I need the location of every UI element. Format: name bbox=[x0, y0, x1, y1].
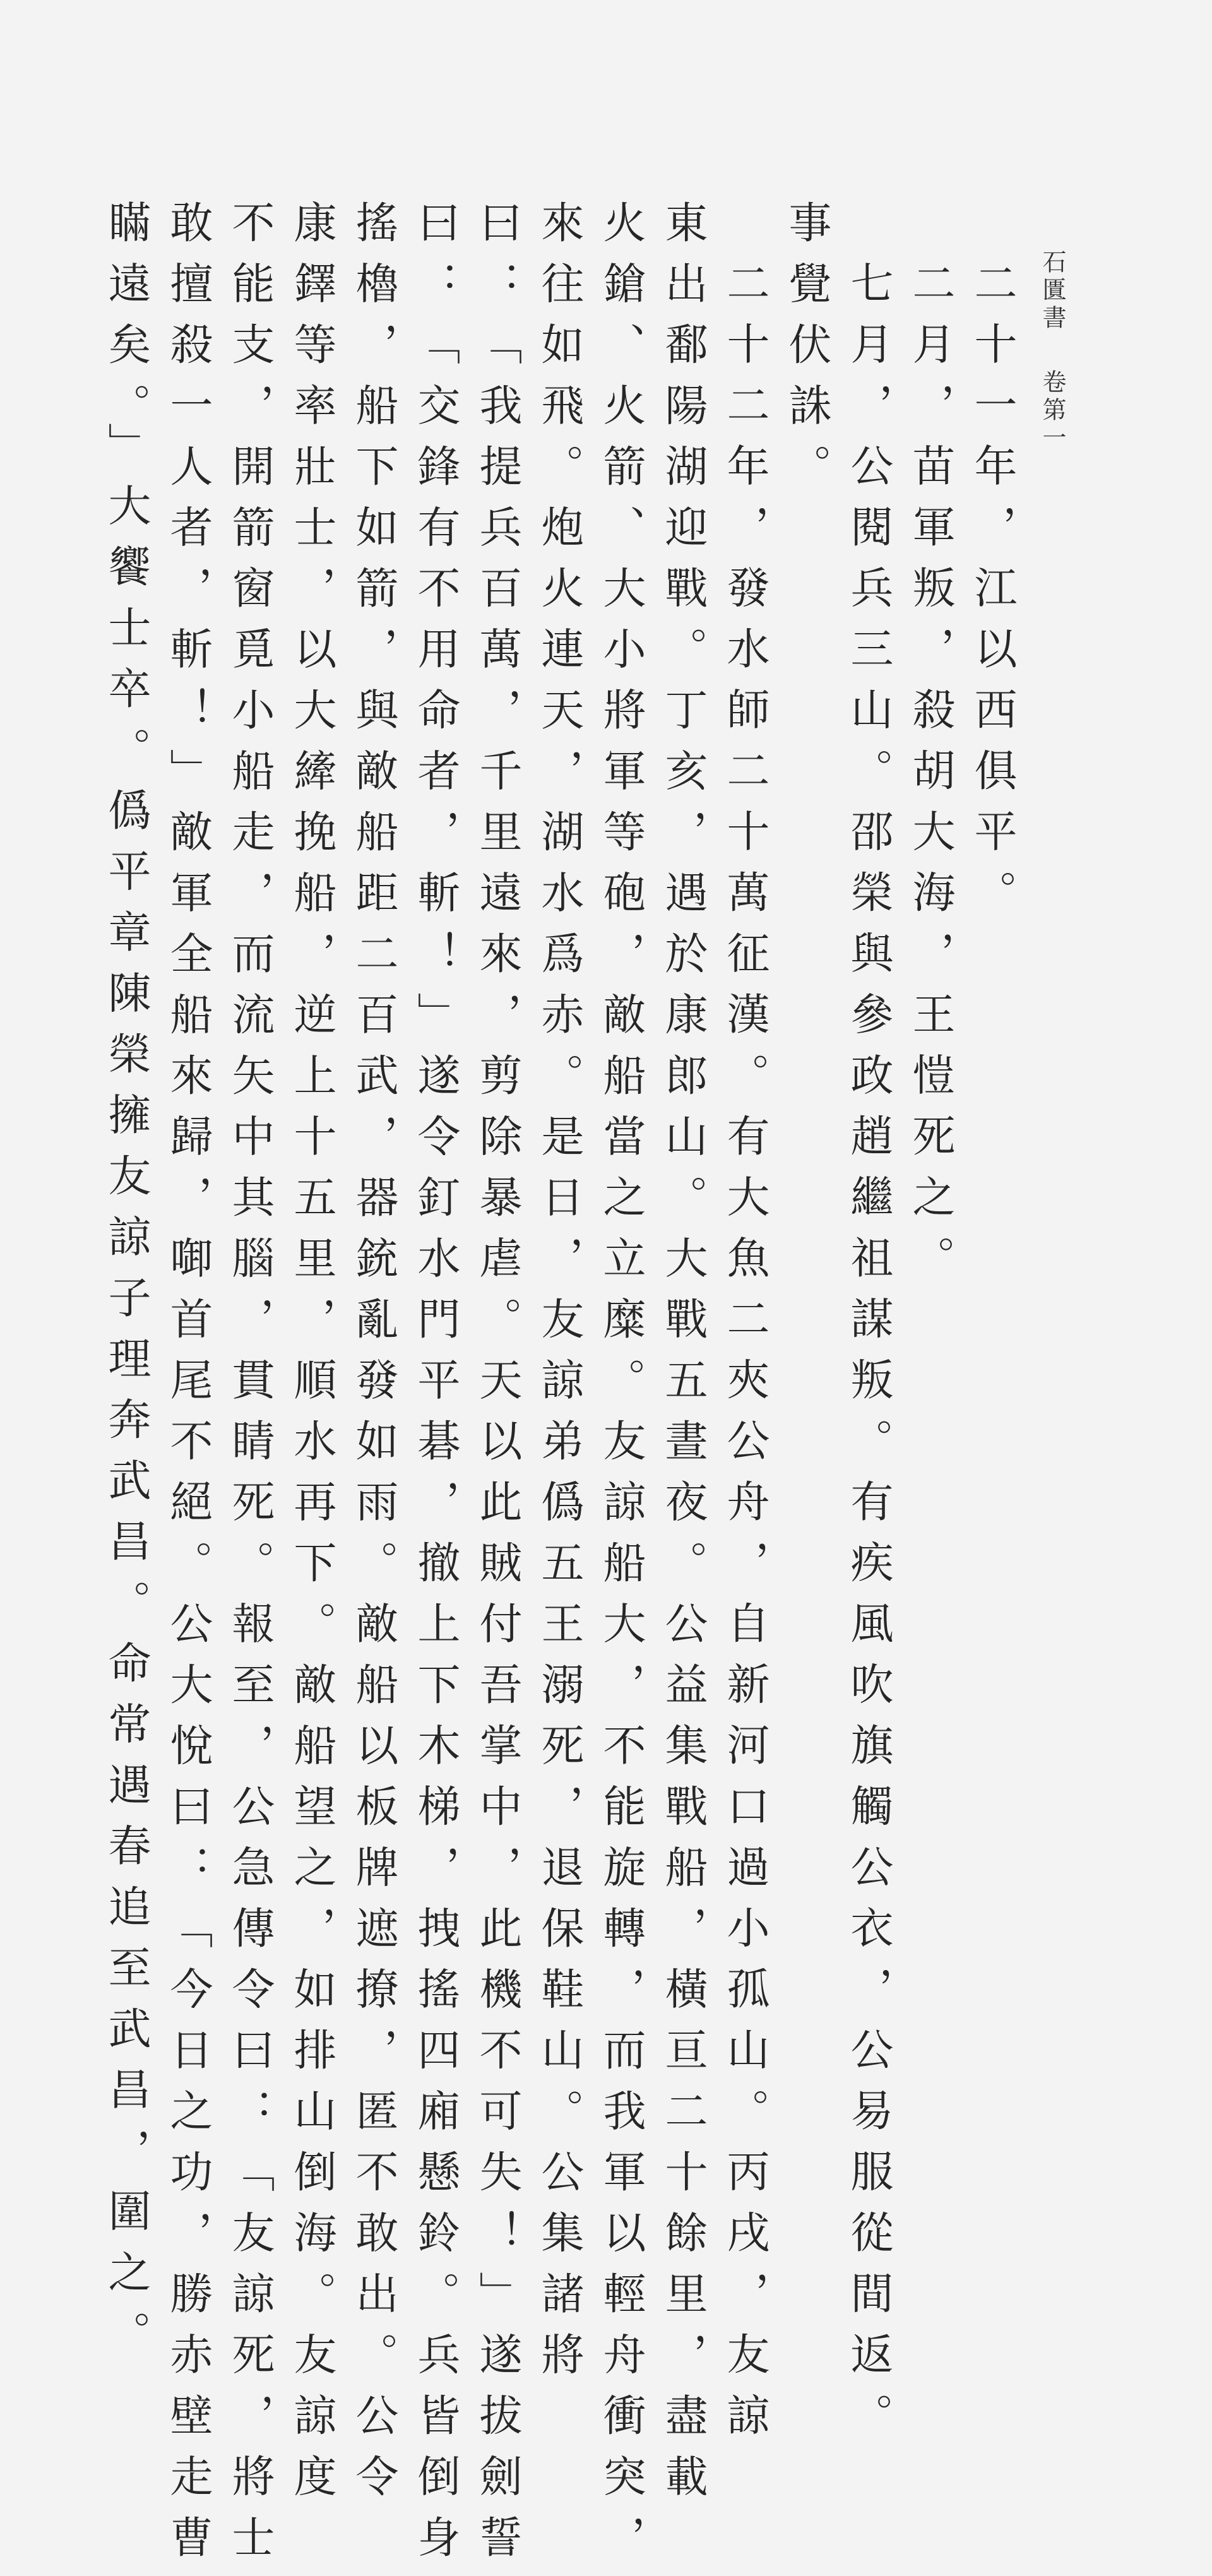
text-column-4: 事覺伏誅。 bbox=[781, 200, 831, 505]
text-column-11: 搖櫓，船下如箭，與敵船距二百武，器銃亂發如雨。敵船以板牌遮撩，匿不敢出。公令 bbox=[348, 200, 398, 2515]
text-column-3: 七月，公閱兵三山。邵榮與參政趙繼祖謀叛。有疾風吹旗觸公衣，公易服從間返。 bbox=[843, 261, 893, 2454]
text-column-9: 曰：「我提兵百萬，千里遠來，剪除暴虐。天以此賊付吾掌中，此機不可失！」遂拔劍誓 bbox=[472, 200, 522, 2576]
text-column-6: 東出鄱陽湖迎戰。丁亥，遇於康郎山。大戰五晝夜。公益集戰船，橫亘二十餘里，盡載 bbox=[658, 200, 708, 2515]
text-column-1: 二十一年，江以西俱平。 bbox=[967, 261, 1017, 931]
volume-label: 卷第一 bbox=[1038, 369, 1066, 453]
text-column-13: 不能支，開箭窗覓小船走，而流矢中其腦，貫睛死。報至，公急傳令曰：「友諒死，將士 bbox=[225, 200, 275, 2576]
text-column-8: 來往如飛。炮火連天，湖水爲赤。是日，友諒弟僞五王溺死，退保鞋山。公集諸將 bbox=[534, 200, 584, 2393]
book-title: 石匱書 bbox=[1038, 249, 1066, 333]
text-column-10: 曰：「交鋒有不用命者，斬！」遂令釘水門平碁，撤上下木梯，拽搖四廂懸鈴。兵皆倒身 bbox=[410, 200, 460, 2576]
text-column-15: 瞞遠矣。」大饗士卒。僞平章陳榮擁友諒子理奔武昌。命常遇春追至武昌，圍之。 bbox=[101, 200, 151, 2371]
text-column-14: 敢擅殺一人者，斬！」敵軍全船來歸，啣首尾不絕。公大悅曰：「今日之功，勝赤壁走曹 bbox=[163, 200, 213, 2576]
text-column-2: 二月，苗軍叛，殺胡大海，王愷死之。 bbox=[905, 261, 955, 1297]
running-header bbox=[1037, 249, 1068, 453]
text-column-5: 二十二年，發水師二十萬征漢。有大魚二夾公舟，自新河口過小孤山。丙戌，友諒 bbox=[720, 261, 769, 2454]
text-column-7: 火鎗、火箭、大小將軍等砲，敵船當之立糜。友諒船大，不能旋轉，而我軍以輕舟衝突， bbox=[596, 200, 646, 2576]
text-column-12: 康鐸等率壯士，以大縴挽船，逆上十五里，順水再下。敵船望之，如排山倒海。友諒度 bbox=[287, 200, 336, 2515]
